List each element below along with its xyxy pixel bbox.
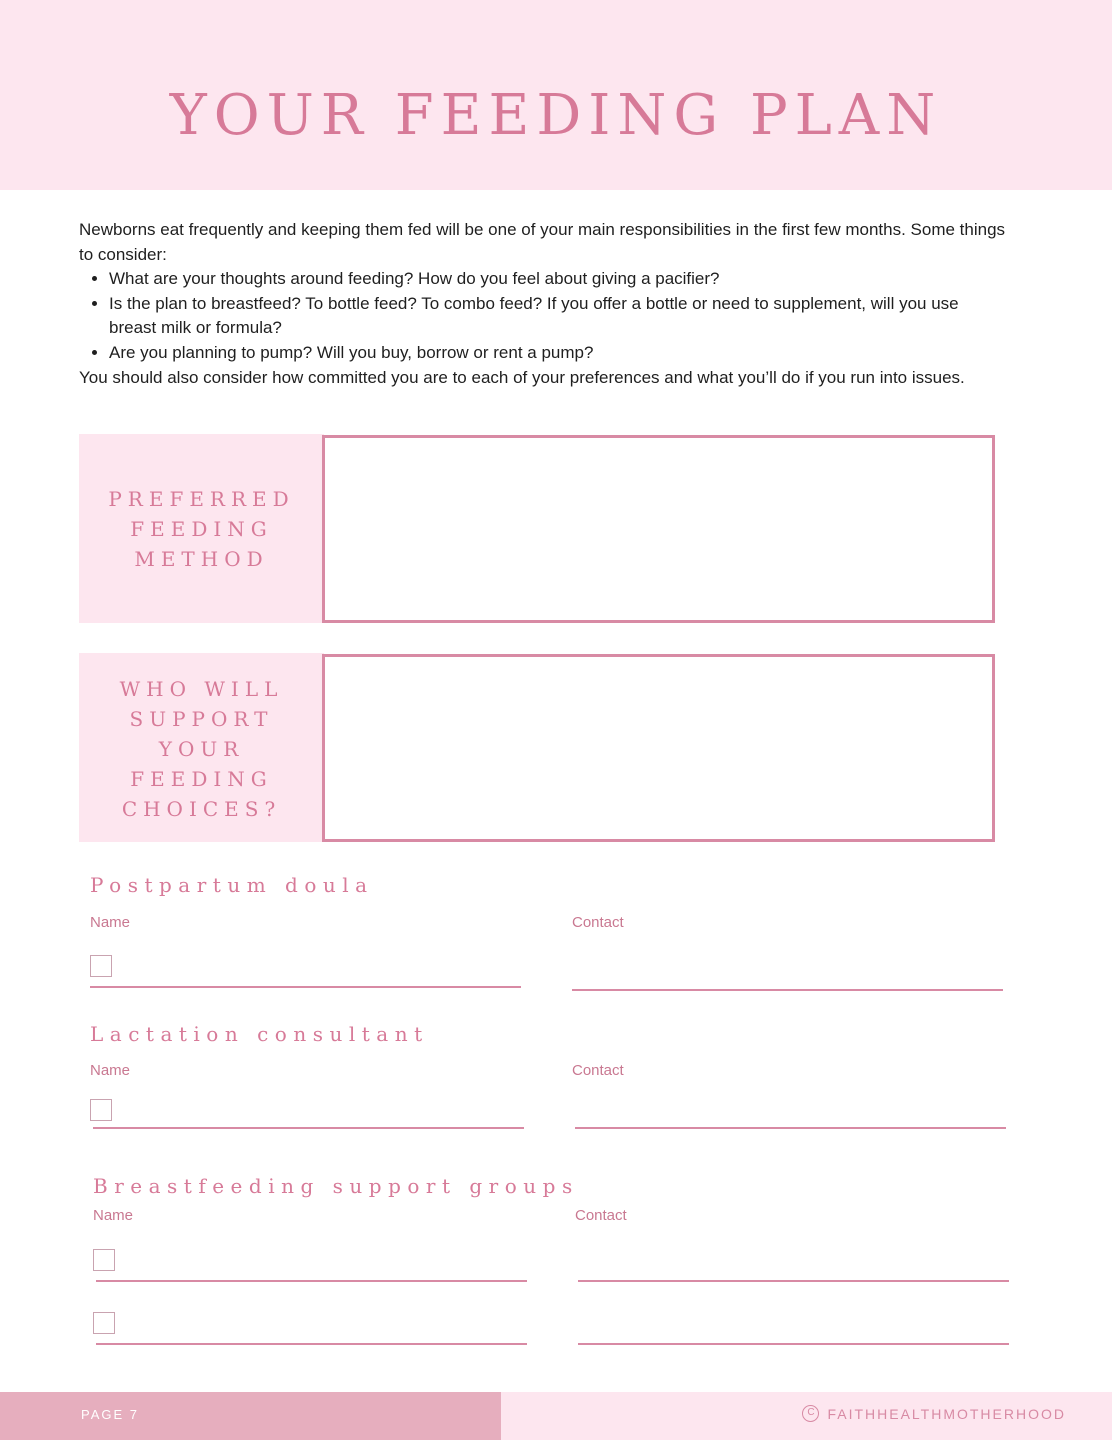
doula-name-line[interactable] (90, 986, 521, 988)
list-item: • What are your thoughts around feeding? How do you feel about giving a pacifier? (109, 267, 1009, 292)
label-line: PREFERRED (108, 487, 295, 511)
breastfeeding-groups-heading: Breastfeeding support groups (93, 1174, 579, 1198)
support-people-input-box[interactable] (322, 654, 995, 842)
footer-left-band (0, 1392, 501, 1440)
intro-paragraph: Newborns eat frequently and keeping them fed will be one of your main responsibilities in the first few months. Some things to consider: (79, 220, 1006, 264)
lactation-contact-line[interactable] (575, 1127, 1006, 1129)
lactation-name-line[interactable] (93, 1127, 524, 1129)
label-line: METHOD (134, 547, 269, 571)
intro-closing-paragraph: You should also consider how committed you are to each of your preferences and what you’ll do if you run into issues. (79, 367, 965, 387)
name-label: Name (93, 1207, 134, 1224)
label-line: FEEDING (130, 517, 273, 541)
group-name-line-2[interactable] (96, 1343, 527, 1345)
breastfeeding-checkbox-2[interactable] (93, 1312, 115, 1334)
intro-text (79, 218, 1009, 390)
page-title: YOUR FEEDING PLAN (169, 83, 943, 148)
contact-label: Contact (572, 914, 624, 931)
group-contact-line-2[interactable] (578, 1343, 1009, 1345)
copyright-icon: C (802, 1405, 819, 1422)
doula-contact-line[interactable] (572, 989, 1003, 991)
page-number: PAGE 7 (81, 1407, 140, 1422)
lactation-checkbox[interactable] (90, 1099, 112, 1121)
preferred-method-label (79, 434, 324, 623)
label-line: YOUR (158, 737, 245, 761)
label-line: WHO WILL (119, 677, 284, 701)
group-contact-line-1[interactable] (578, 1280, 1009, 1282)
preferred-method-input-box[interactable] (322, 435, 995, 623)
considerations-list (79, 267, 1009, 365)
contact-label: Contact (572, 1062, 624, 1079)
postpartum-doula-heading: Postpartum doula (90, 873, 374, 897)
brand-name: FAITHHEALTHMOTHERHOOD (827, 1405, 1066, 1422)
brand-footer (802, 1405, 1066, 1422)
name-label: Name (90, 914, 131, 931)
group-name-line-1[interactable] (96, 1280, 527, 1282)
list-item: • Are you planning to pump? Will you buy, borrow or rent a pump? (109, 341, 1009, 366)
label-line: FEEDING (130, 767, 273, 791)
contact-label: Contact (575, 1207, 627, 1224)
doula-checkbox[interactable] (90, 955, 112, 977)
lactation-consultant-heading: Lactation consultant (90, 1022, 429, 1046)
list-item: • Is the plan to breastfeed? To bottle feed? To combo feed? If you offer a bottle or need to supplement, will you use breast milk or formula? (109, 292, 1009, 341)
name-label: Name (90, 1062, 131, 1079)
label-line: SUPPORT (129, 707, 274, 731)
breastfeeding-checkbox-1[interactable] (93, 1249, 115, 1271)
label-line: CHOICES? (121, 797, 282, 821)
support-people-label (79, 653, 324, 842)
